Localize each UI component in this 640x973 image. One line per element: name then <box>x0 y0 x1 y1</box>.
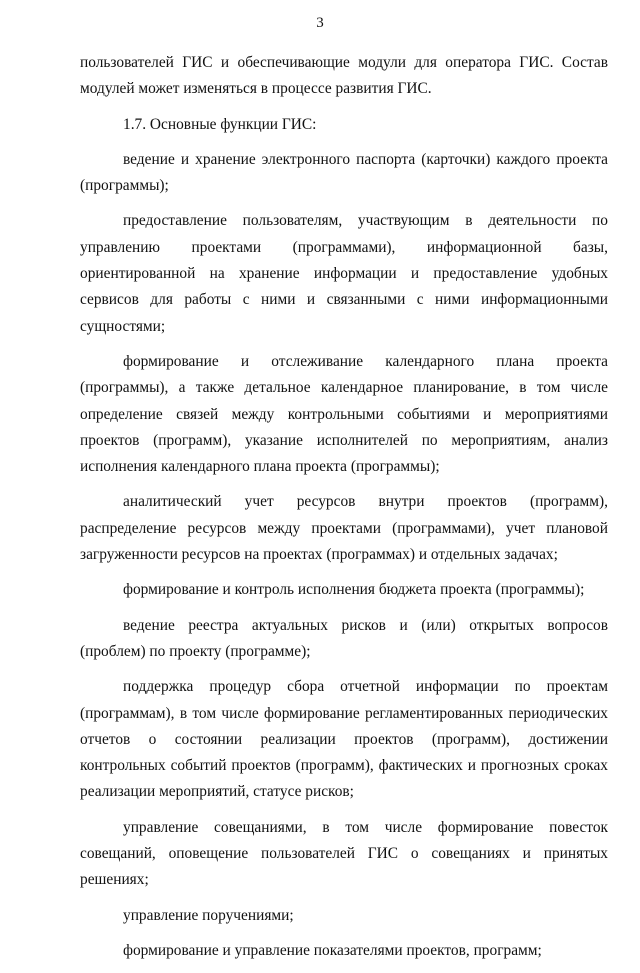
document-body <box>80 50 608 973</box>
function-item-reporting: поддержка процедур сбора отчетной информации по проектам (программам), в том числе формирование регламентированных периодических отчетов о состоянии реализации проектов (программ), достижении контрольных событий проектов (программ), фактических и прогнозных сроках реализации мероприятий, статусе рисков; <box>80 678 608 801</box>
function-item-risks: ведение реестра актуальных рисков и (или) открытых вопросов (проблем) по проекту (программе); <box>80 616 608 660</box>
function-item-resources: аналитический учет ресурсов внутри проектов (программ), распределение ресурсов между проектами (программами), учет плановой загруженности ресурсов на проектах (программах) и отдельных задачах; <box>80 493 608 564</box>
function-item-assignments: управление поручениями; <box>123 906 294 924</box>
function-item-meetings: управление совещаниями, в том числе формирование повесток совещаний, оповещение пользователей ГИС о совещаниях и принятых решениях; <box>80 818 608 889</box>
function-item-calendar-plan: формирование и отслеживание календарного плана проекта (программы), а также детальное календарное планирование, в том числе определение связей между контрольными событиями и мероприятиями проектов (программ), указание исполнителей по мероприятиям, анализ исполнения календарного плана проекта (программы); <box>80 352 608 476</box>
function-item-budget: формирование и контроль исполнения бюджета проекта (программы); <box>123 581 585 599</box>
function-item-passport: ведение и хранение электронного паспорта (карточки) каждого проекта (программы); <box>80 150 608 195</box>
page-number: 3 <box>316 15 324 31</box>
function-item-information-base: предоставление пользователям, участвующим в деятельности по управлению проектами (программами), информационной базы, ориентированной на хранение информации и предоставление удобных сервисов для работы с ними и связанными с ними информационными сущностями; <box>80 212 608 335</box>
section-heading: 1.7. Основные функции ГИС: <box>123 115 317 133</box>
paragraph-continuation: пользователей ГИС и обеспечивающие модули для оператора ГИС. Состав модулей может изменяться в процессе развития ГИС. <box>80 54 608 98</box>
function-item-indicators: формирование и управление показателями проектов, программ; <box>123 941 542 959</box>
